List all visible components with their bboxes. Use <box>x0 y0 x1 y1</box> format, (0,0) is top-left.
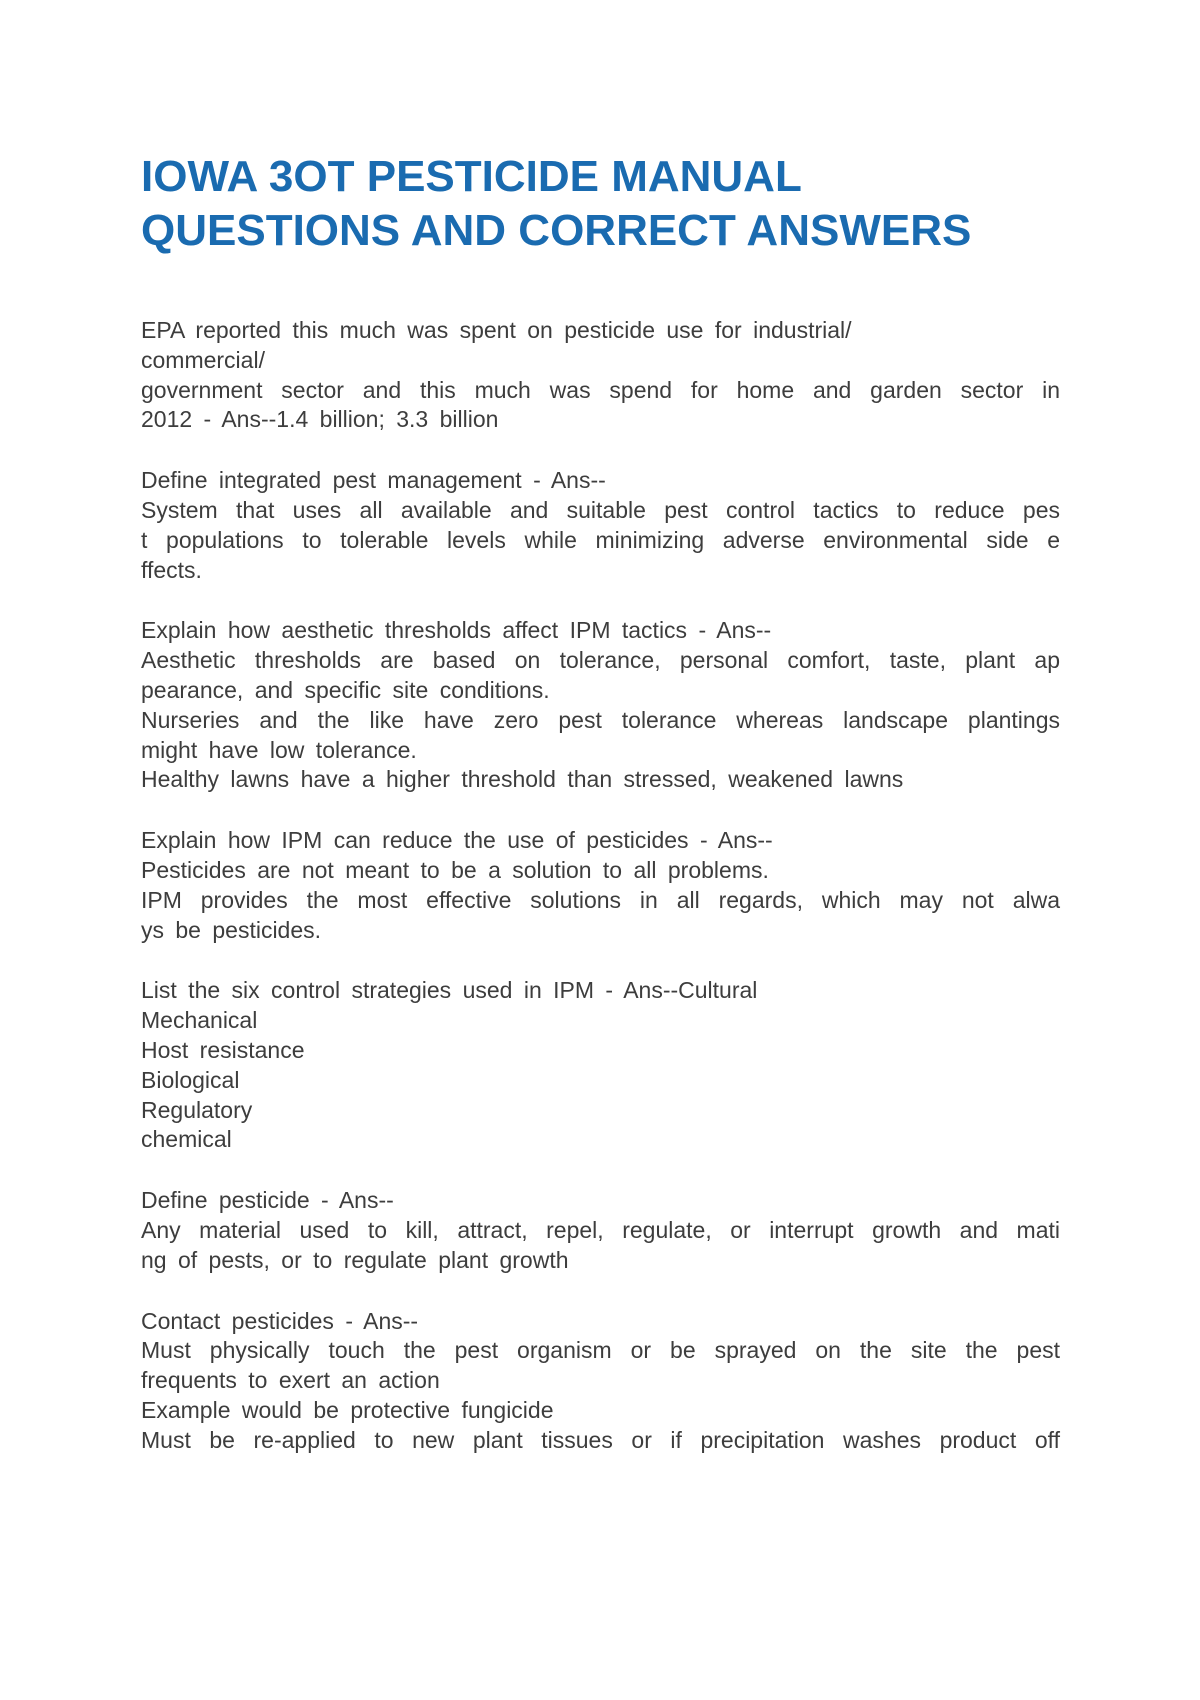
qa-line: Must be re-applied to new plant tissues or if precipitation washes product off <box>141 1426 1060 1453</box>
qa-line: ng of pests, or to regulate plant growth <box>141 1246 569 1273</box>
qa-line: Contact pesticides - Ans-- <box>141 1307 419 1334</box>
qa-line: EPA reported this much was spent on pesticide use for industrial/ <box>141 317 852 343</box>
qa-block-aesthetic-thresholds <box>141 616 1060 795</box>
qa-line: government sector and this much was spend for home and garden sector in <box>141 376 1060 403</box>
qa-line: Define pesticide - Ans-- <box>141 1187 394 1214</box>
qa-line: Define integrated pest management - Ans-- <box>141 467 606 494</box>
qa-line: Aesthetic thresholds are based on tolerance, personal comfort, taste, plant ap <box>141 647 1060 674</box>
qa-block-ipm-reduce-pesticides <box>141 826 1060 945</box>
qa-line: List the six control strategies used in IPM - Ans--Cultural <box>141 977 758 1004</box>
qa-line: Pesticides are not meant to be a solution to all problems. <box>141 856 769 883</box>
qa-line: ys be pesticides. <box>141 916 322 943</box>
qa-block-contact-pesticides <box>141 1307 1060 1456</box>
qa-line: commercial/ <box>141 346 265 373</box>
qa-line: Biological <box>141 1066 240 1093</box>
qa-block-epa-spending <box>141 316 1060 435</box>
qa-line: IPM provides the most effective solutions in all regards, which may not alwa <box>141 886 1060 913</box>
qa-block-control-strategies <box>141 976 1060 1155</box>
qa-line: frequents to exert an action <box>141 1367 440 1394</box>
title-line: QUESTIONS AND CORRECT ANSWERS <box>141 206 972 255</box>
qa-line: Example would be protective fungicide <box>141 1396 554 1423</box>
document-title <box>141 150 1060 258</box>
qa-line: Explain how IPM can reduce the use of pesticides - Ans-- <box>141 827 773 854</box>
qa-line: Must physically touch the pest organism or be sprayed on the site the pest <box>141 1337 1060 1364</box>
qa-line: Any material used to kill, attract, repel, regulate, or interrupt growth and mati <box>141 1216 1060 1243</box>
qa-block-define-pesticide <box>141 1186 1060 1275</box>
qa-line: chemical <box>141 1126 232 1153</box>
title-line: IOWA 3OT PESTICIDE MANUAL <box>141 152 802 201</box>
qa-line: Regulatory <box>141 1096 253 1123</box>
qa-line: Nurseries and the like have zero pest tolerance whereas landscape plantings <box>141 706 1060 733</box>
qa-line: 2012 - Ans--1.4 billion; 3.3 billion <box>141 406 499 433</box>
qa-line: Host resistance <box>141 1036 305 1063</box>
qa-line: System that uses all available and suitable pest control tactics to reduce pes <box>141 496 1060 523</box>
qa-line: Mechanical <box>141 1007 258 1034</box>
qa-block-ipm-definition <box>141 466 1060 585</box>
qa-line: Explain how aesthetic thresholds affect IPM tactics - Ans-- <box>141 617 772 644</box>
qa-line: pearance, and specific site conditions. <box>141 676 550 703</box>
qa-line: Healthy lawns have a higher threshold than stressed, weakened lawns <box>141 766 904 793</box>
qa-line: might have low tolerance. <box>141 736 417 763</box>
qa-line: ffects. <box>141 556 202 583</box>
qa-line: t populations to tolerable levels while minimizing adverse environmental side e <box>141 526 1060 553</box>
